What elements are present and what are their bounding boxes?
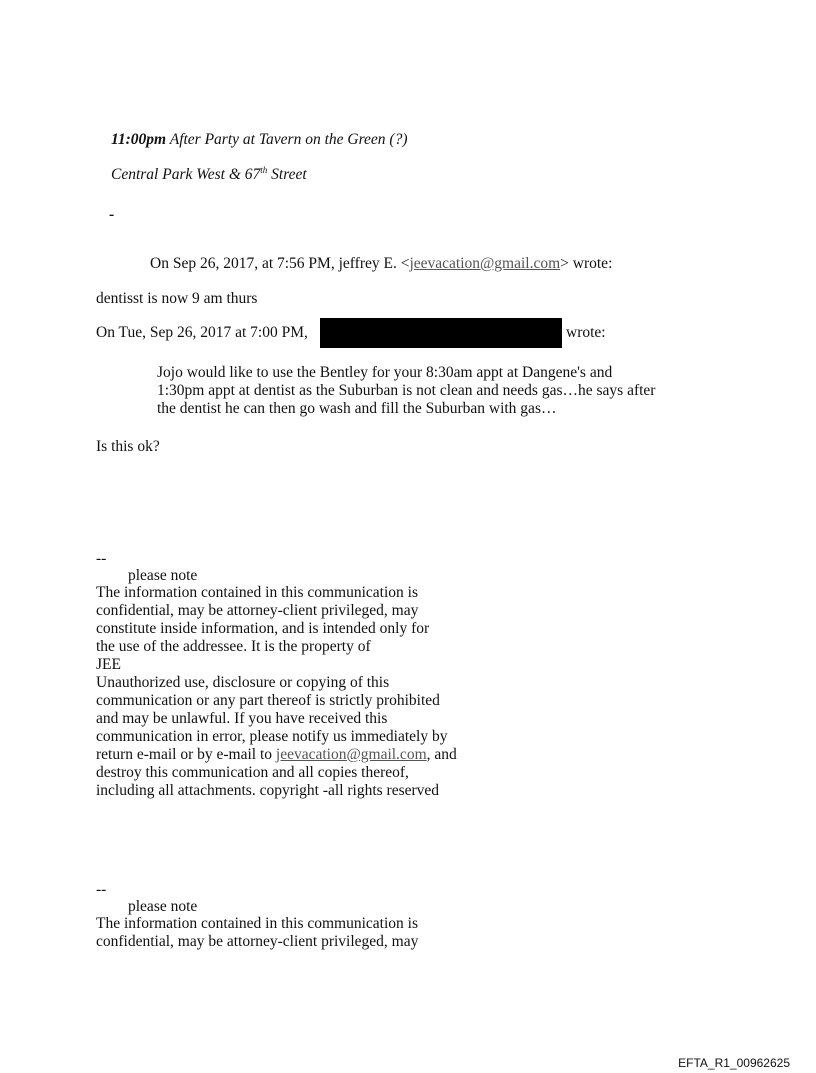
address-text: Central Park West & 67 — [111, 166, 261, 183]
disclaimer-line: constitute inside information, and is intended only for — [96, 620, 430, 637]
signature-dashes: -- — [96, 550, 107, 567]
message-line: Jojo would like to use the Bentley for your 8:30am appt at Dangene's and — [157, 364, 613, 381]
message-line: 1:30pm appt at dentist as the Suburban is not clean and needs gas…he says after — [157, 382, 656, 399]
signature-note: please note — [128, 898, 198, 915]
disclaimer-line: Unauthorized use, disclosure or copying of this — [96, 674, 390, 691]
disclaimer-line: the use of the addressee. It is the property of — [96, 638, 371, 655]
disclaimer-line: The information contained in this communication is — [96, 915, 418, 932]
redaction-box — [320, 318, 562, 348]
signature-note: please note — [128, 567, 198, 584]
disclaimer-line: destroy this communication and all copies thereof, — [96, 764, 409, 781]
disclaimer-line: confidential, may be attorney-client privileged, may — [96, 933, 419, 950]
disclaimer-line: communication or any part thereof is strictly prohibited — [96, 692, 440, 709]
message-line: the dentist he can then go wash and fill the Suburban with gas… — [157, 400, 557, 417]
quote-header-2-prefix: On Tue, Sep 26, 2017 at 7:00 PM, — [96, 324, 308, 341]
document-id: EFTA_R1_00962625 — [678, 1056, 790, 1070]
reply-text: dentisst is now 9 am thurs — [96, 290, 258, 307]
email-line-suffix: , and — [426, 746, 457, 763]
email-link[interactable]: jeevacation@gmail.com — [275, 746, 427, 763]
event-address — [111, 166, 307, 184]
signature-disclaimer — [96, 584, 457, 800]
message-body — [157, 364, 655, 418]
disclaimer-line: including all attachments. copyright -all rights reserved — [96, 782, 440, 799]
quote-header-1-suffix: > wrote: — [560, 255, 613, 272]
event-title: After Party at Tavern on the Green (?) — [166, 131, 408, 148]
signature-disclaimer — [96, 915, 418, 951]
email-link[interactable]: jeevacation@gmail.com — [409, 255, 561, 272]
bullet-dash: - — [109, 206, 115, 223]
address-suffix: Street — [267, 166, 307, 183]
event-time: 11:00pm — [111, 131, 167, 148]
disclaimer-line: confidential, may be attorney-client privileged, may — [96, 602, 419, 619]
quote-header-1 — [150, 255, 612, 273]
signature-dashes: -- — [96, 881, 107, 898]
disclaimer-line: The information contained in this communication is — [96, 584, 418, 601]
question-text: Is this ok? — [96, 438, 160, 455]
disclaimer-email-line — [96, 746, 457, 764]
quote-header-1-prefix: On Sep 26, 2017, at 7:56 PM, jeffrey E. < — [150, 255, 410, 272]
disclaimer-line: and may be unlawful. If you have received this — [96, 710, 388, 727]
address-superscript: th — [260, 164, 268, 175]
event-line — [111, 131, 408, 149]
disclaimer-line: communication in error, please notify us immediately by — [96, 728, 448, 745]
email-line-prefix: return e-mail or by e-mail to — [96, 746, 276, 763]
disclaimer-line: JEE — [96, 656, 121, 673]
quote-header-2-suffix: wrote: — [566, 324, 606, 341]
